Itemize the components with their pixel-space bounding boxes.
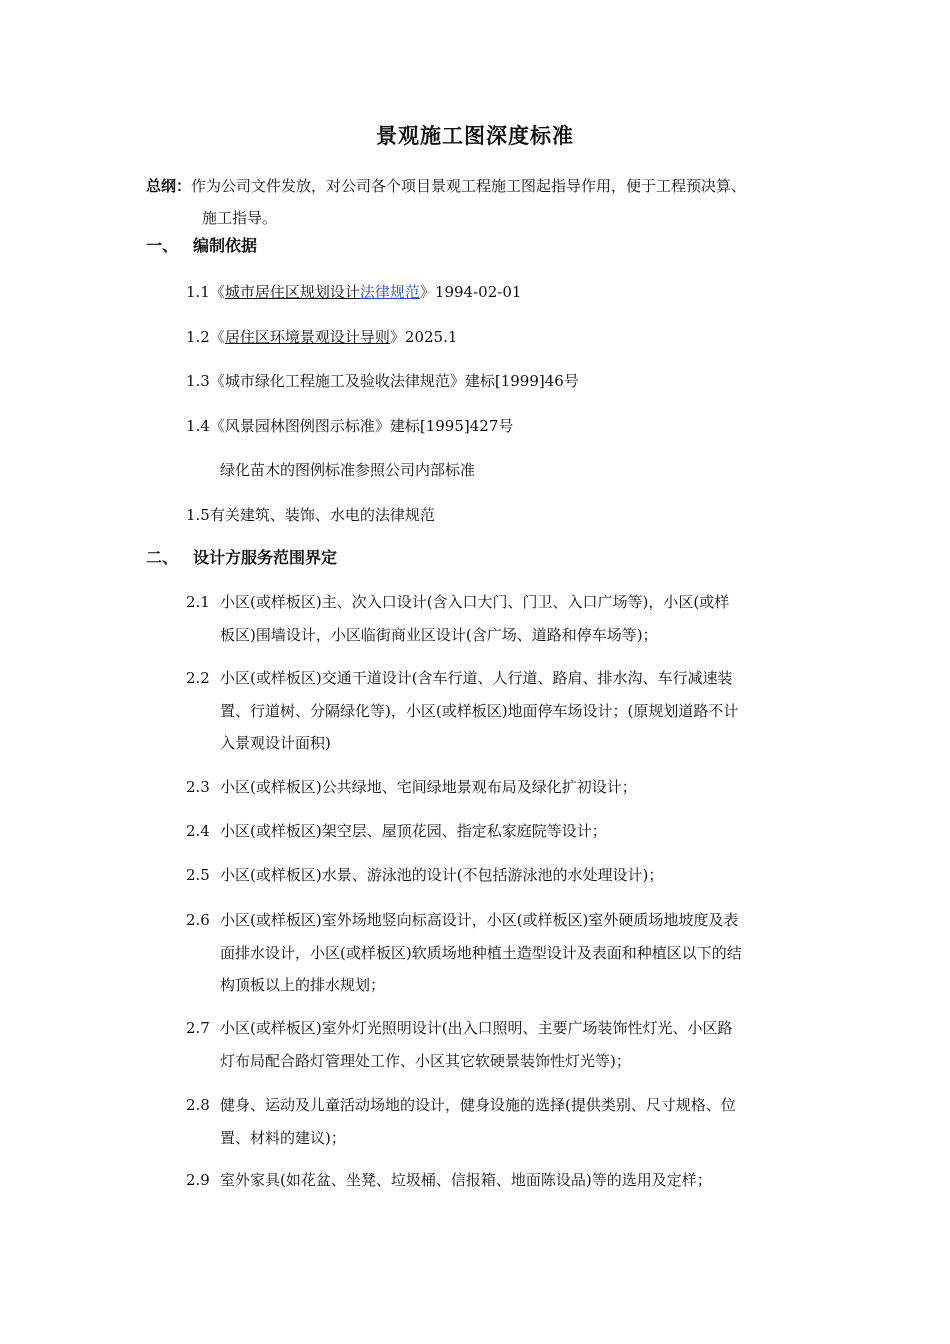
item-line: 置、行道树、分隔绿化等)，小区(或样板区)地面停车场设计；(原规划道路不计 xyxy=(220,701,739,720)
item-ref-underlined xyxy=(225,283,420,301)
list-item-2-5 xyxy=(186,859,816,892)
item-ref-part1: 城市居住区规划设计 xyxy=(224,283,360,301)
item-bracket-open: 《 xyxy=(209,283,225,301)
item-line: 小区(或样板区)交通干道设计(含车行道、人行道、路肩、排水沟、车行减速装 xyxy=(220,669,733,687)
item-line: 小区(或样板区)架空层、屋顶花园、指定私家庭院等设计； xyxy=(220,822,607,840)
list-item-1-2 xyxy=(186,324,457,350)
item-number: 2.6 xyxy=(186,911,210,929)
item-line: 健身、运动及儿童活动场地的设计，健身设施的选择(提供类别、尺寸规格、位 xyxy=(220,1096,736,1114)
summary-paragraph xyxy=(146,170,836,234)
item-number: 2.5 xyxy=(186,866,210,884)
item-line: 板区)围墙设计，小区临街商业区设计(含广场、道路和停车场等)； xyxy=(220,625,658,644)
list-item-2-7 xyxy=(186,1012,816,1077)
item-number: 2.9 xyxy=(186,1171,210,1189)
item-number: 1.1 xyxy=(186,283,210,301)
section-number: 一、 xyxy=(146,236,179,255)
item-bracket-close: 》 xyxy=(389,328,405,346)
item-bracket-close: 》 xyxy=(419,283,435,301)
list-item-2-4 xyxy=(186,815,816,848)
section-number: 二、 xyxy=(146,548,179,567)
item-text: 《城市绿化工程施工及验收法律规范》建标[1999]46号 xyxy=(209,372,579,390)
item-number: 2.3 xyxy=(186,778,210,796)
summary-line-2: 施工指导。 xyxy=(202,209,278,227)
item-line: 构顶板以上的排水规划； xyxy=(220,976,386,994)
item-line: 小区(或样板区)室外灯光照明设计(出入口照明、主要广场装饰性灯光、小区路 xyxy=(220,1019,733,1037)
item-bracket-open: 《 xyxy=(209,328,225,346)
summary-line-1: 作为公司文件发放，对公司各个项目景观工程施工图起指导作用，便于工程预决算、 xyxy=(191,177,747,195)
item-date: 2025.1 xyxy=(404,328,458,346)
item-line: 小区(或样板区)室外场地竖向标高设计，小区(或样板区)室外硬质场地坡度及表 xyxy=(220,911,739,929)
item-number: 1.4 xyxy=(186,417,210,435)
item-number: 1.5 xyxy=(186,506,210,524)
item-number: 1.2 xyxy=(186,328,210,346)
list-item-2-9 xyxy=(186,1164,816,1197)
list-item-1-3 xyxy=(186,368,579,394)
summary-label: 总纲： xyxy=(146,177,192,195)
item-ref-link[interactable]: 法律规范 xyxy=(359,283,420,301)
list-item-1-1 xyxy=(186,279,521,305)
section-title: 设计方服务范围界定 xyxy=(193,548,338,567)
list-item-2-2 xyxy=(186,662,816,760)
list-note: 绿化苗木的图例标准参照公司内部标准 xyxy=(220,461,476,479)
item-text: 有关建筑、装饰、水电的法律规范 xyxy=(209,506,435,524)
item-number: 2.8 xyxy=(186,1096,210,1114)
section-heading-1 xyxy=(146,233,257,259)
list-item-1-4 xyxy=(186,413,513,439)
item-line: 小区(或样板区)公共绿地、宅间绿地景观布局及绿化扩初设计； xyxy=(220,778,637,796)
item-line: 置、材料的建议)； xyxy=(220,1128,346,1147)
item-line: 入景观设计面积) xyxy=(220,734,331,752)
item-line: 小区(或样板区)主、次入口设计(含入口大门、门卫、入口广场等)，小区(或样 xyxy=(220,593,730,611)
list-item-1-5 xyxy=(186,502,435,528)
list-item-2-8 xyxy=(186,1089,816,1154)
item-line: 灯布局配合路灯管理处工作、小区其它软硬景装饰性灯光等)； xyxy=(220,1051,631,1070)
item-number: 2.1 xyxy=(186,593,210,611)
list-item-2-6 xyxy=(186,904,816,1002)
item-text: 《风景园林图例图示标准》建标[1995]427号 xyxy=(209,417,514,435)
item-line: 小区(或样板区)水景、游泳池的设计(不包括游泳池的水处理设计)； xyxy=(220,866,664,884)
item-line: 面排水设计，小区(或样板区)软质场地种植土造型设计及表面和种植区以下的结 xyxy=(220,943,742,962)
item-number: 1.3 xyxy=(186,372,210,390)
list-item-2-3 xyxy=(186,771,816,804)
page-title: 景观施工图深度标准 xyxy=(376,123,574,148)
section-heading-2 xyxy=(146,545,337,571)
section-title: 编制依据 xyxy=(193,236,258,255)
item-number: 2.4 xyxy=(186,822,210,840)
item-date: 1994-02-01 xyxy=(434,283,522,301)
item-ref-underlined: 居住区环境景观设计导则 xyxy=(224,328,390,346)
list-item-2-1 xyxy=(186,586,816,651)
item-number: 2.2 xyxy=(186,669,210,687)
item-number: 2.7 xyxy=(186,1019,210,1037)
item-line: 室外家具(如花盆、坐凳、垃圾桶、信报箱、地面陈设品)等的选用及定样； xyxy=(220,1171,712,1189)
